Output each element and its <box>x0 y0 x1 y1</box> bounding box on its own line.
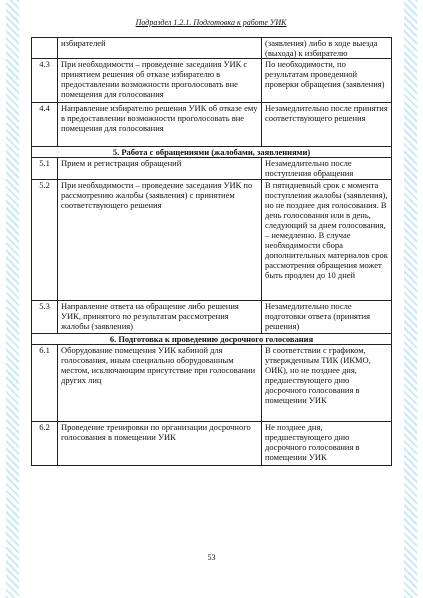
row-action: Направление избирателю решения УИК об отказе ему в предоставлении возможности проголосовать вне помещения для голосования <box>58 103 262 147</box>
row-term: Не позднее дня, предшествующего дню досрочного голосования в помещении УИК <box>262 422 392 466</box>
row-number: 6.1 <box>32 345 58 422</box>
table-row <box>32 38 392 59</box>
right-decorative-border <box>404 0 417 598</box>
table-row <box>32 158 392 180</box>
table-row <box>32 180 392 301</box>
section-heading-row <box>32 147 392 158</box>
procedure-table <box>31 37 392 466</box>
row-action: При необходимости – проведение заседания УИК по рассмотрению жалобы (заявления) с принятием соответствующего решения <box>58 180 262 301</box>
row-action: Оборудование помещения УИК кабиной для голосования, иным специально оборудованным местом, исключающим присутствие при голосовании других лиц <box>58 345 262 422</box>
table-row <box>32 103 392 147</box>
left-decorative-border <box>6 0 19 598</box>
row-term: В пятидневный срок с момента поступления жалобы (заявления), но не позднее дня голосования. В день голосования или в день, следующий за днем голосования, – немедленно. В случае необходимости сбора дополнительных материалов срок рассмотрения обращения может быть продлен до 10 дней <box>262 180 392 301</box>
row-number: 4.4 <box>32 103 58 147</box>
row-number: 5.1 <box>32 158 58 180</box>
row-term: Незамедлительно после принятия соответствующего решения <box>262 103 392 147</box>
table-row <box>32 345 392 422</box>
row-term: Незамедлительно после поступления обращения <box>262 158 392 180</box>
row-term: В соответствии с графиком, утвержденным ТИК (ИКМО, ОИК), но не позднее дня, предшествующего дню досрочного голосования в помещении УИК <box>262 345 392 422</box>
row-action: Прием и регистрация обращений <box>58 158 262 180</box>
section-title: 6. Подготовка к проведению досрочного голосования <box>32 334 392 345</box>
row-term: (заявления) либо в ходе выезда (выхода) к избирателю <box>262 38 392 59</box>
section-title: 5. Работа с обращениями (жалобами, заявлениями) <box>32 147 392 158</box>
page-number: 53 <box>207 553 216 562</box>
row-number: 6.2 <box>32 422 58 466</box>
table-row <box>32 59 392 103</box>
row-number <box>32 38 58 59</box>
row-action: Направление ответа на обращение либо решения УИК, принятого по результатам рассмотрения жалобы (заявления) <box>58 301 262 334</box>
row-action: Проведение тренировки по организации досрочного голосования в помещении УИК <box>58 422 262 466</box>
row-number: 5.2 <box>32 180 58 301</box>
row-number: 4.3 <box>32 59 58 103</box>
section-heading-row <box>32 334 392 345</box>
page-header: Подраздел 1.2.1. Подготовка к работе УИК <box>135 18 287 27</box>
row-number: 5.3 <box>32 301 58 334</box>
procedure-table-body <box>32 38 392 466</box>
row-term: Незамедлительно после подготовки ответа (принятия решения) <box>262 301 392 334</box>
table-row <box>32 422 392 466</box>
row-action: избирателей <box>58 38 262 59</box>
row-action: При необходимости – проведение заседания УИК с принятием решения об отказе избирателю в предоставлении возможности проголосовать вне помещения для голосования <box>58 59 262 103</box>
table-row <box>32 301 392 334</box>
row-term: По необходимости, по результатам проведенной проверки обращения (заявления) <box>262 59 392 103</box>
